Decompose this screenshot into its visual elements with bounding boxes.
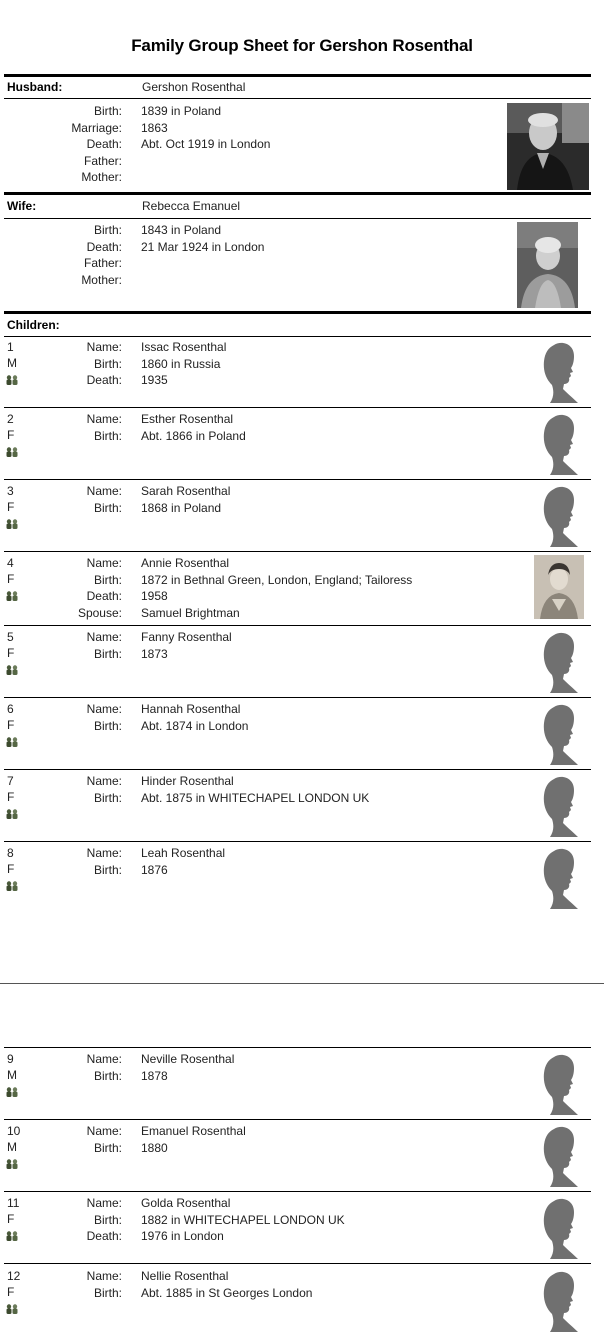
child-divider [4, 625, 591, 626]
child-field-value: Nellie Rosenthal [141, 1269, 229, 1283]
child-field-value: Leah Rosenthal [141, 846, 226, 860]
family-group-icon [5, 1086, 19, 1096]
child-divider [4, 479, 591, 480]
husband-photo [507, 103, 589, 190]
child-field-label: Name: [86, 556, 122, 570]
field-label: Father: [83, 153, 122, 168]
child-field-value: 1860 in Russia [141, 356, 221, 371]
family-group-icon [5, 808, 19, 818]
wife-top-rule [4, 192, 591, 195]
field-label: Death: [86, 239, 122, 254]
child-field-label: Name: [86, 702, 122, 716]
child-field-value: 1935 [141, 373, 168, 387]
child-divider [4, 551, 591, 552]
child-sex: F [7, 572, 15, 586]
child-field-value: 1976 in London [141, 1229, 224, 1243]
child-field-value: Abt. 1885 in St Georges London [141, 1285, 313, 1300]
child-field-value: 1882 in WHITECHAPEL LONDON UK [141, 1212, 345, 1227]
field-value: 1863 [141, 120, 168, 135]
child-field-value: Hinder Rosenthal [141, 774, 234, 788]
child-number: 10 [7, 1124, 21, 1138]
page-title: Family Group Sheet for Gershon Rosenthal [131, 36, 473, 55]
silhouette-icon [540, 413, 580, 475]
child-divider [4, 697, 591, 698]
child-field-label: Birth: [93, 646, 122, 661]
silhouette-icon [540, 485, 580, 547]
family-group-icon [5, 1158, 19, 1168]
child-field-label: Birth: [93, 500, 122, 515]
child-field-label: Birth: [93, 1212, 122, 1227]
child-field-label: Name: [86, 1124, 122, 1138]
field-label: Marriage: [71, 120, 122, 135]
child-number: 7 [7, 774, 14, 788]
child-number: 4 [7, 556, 14, 570]
field-label: Birth: [93, 104, 122, 118]
children-divider [4, 336, 591, 337]
child-sex: F [7, 428, 15, 442]
child-number: 5 [7, 630, 14, 644]
child-field-value: Esther Rosenthal [141, 412, 234, 426]
child-number: 12 [7, 1269, 21, 1283]
child-photo [534, 555, 584, 619]
child-number: 8 [7, 846, 14, 860]
child-field-label: Name: [86, 630, 122, 644]
child-field-label: Birth: [93, 1140, 122, 1155]
silhouette-icon [540, 847, 580, 909]
child-field-value: 1878 [141, 1068, 168, 1083]
husband-name: Gershon Rosenthal [142, 80, 246, 94]
child-sex: M [7, 1068, 17, 1082]
child-sex: F [7, 1285, 15, 1299]
child-field-value: Emanuel Rosenthal [141, 1124, 246, 1138]
silhouette-icon [540, 341, 580, 403]
child-field-label: Birth: [93, 572, 122, 587]
child-number: 9 [7, 1052, 14, 1066]
family-group-icon [5, 880, 19, 890]
child-field-label: Name: [86, 1196, 122, 1210]
child-divider [4, 769, 591, 770]
field-value: 21 Mar 1924 in London [141, 239, 265, 254]
child-field-label: Name: [86, 340, 122, 354]
child-field-label: Birth: [93, 1285, 122, 1300]
family-group-icon [5, 1303, 19, 1313]
child-field-value: 1868 in Poland [141, 500, 222, 515]
child-field-label: Birth: [93, 862, 122, 877]
child-divider [4, 1119, 591, 1120]
child-field-label: Name: [86, 484, 122, 498]
child-field-value: 1876 [141, 862, 168, 877]
silhouette-icon [540, 1197, 580, 1259]
child-number: 3 [7, 484, 14, 498]
family-group-icon [5, 1230, 19, 1240]
child-field-value: Golda Rosenthal [141, 1196, 231, 1210]
child-divider [4, 1191, 591, 1192]
child-field-value: 1873 [141, 646, 168, 661]
child-field-value: Annie Rosenthal [141, 556, 230, 570]
child-field-label: Death: [86, 1229, 122, 1243]
child-field-label: Name: [86, 846, 122, 860]
children-label: Children: [7, 318, 60, 332]
child-field-label: Birth: [93, 790, 122, 805]
child-field-value: 1872 in Bethnal Green, London, England; Tailoress [141, 572, 413, 587]
child-field-value: Samuel Brightman [141, 605, 240, 620]
child-field-value: Abt. 1874 in London [141, 718, 249, 733]
child-number: 11 [7, 1196, 20, 1210]
child-field-value: 1958 [141, 589, 168, 603]
child-field-label: Birth: [93, 718, 122, 733]
family-group-icon [5, 374, 19, 384]
field-label: Birth: [93, 223, 122, 237]
family-group-icon [5, 736, 19, 746]
child-field-value: Abt. 1866 in Poland [141, 428, 246, 443]
page-break [0, 983, 604, 984]
child-sex: F [7, 790, 15, 804]
field-label: Mother: [81, 170, 122, 184]
field-value: 1843 in Poland [141, 223, 222, 237]
child-field-value: Abt. 1875 in WHITECHAPEL LONDON UK [141, 790, 370, 805]
children-page2-top-rule [4, 1047, 591, 1048]
child-sex: M [7, 1140, 17, 1154]
child-sex: F [7, 1212, 15, 1226]
child-field-label: Spouse: [77, 605, 122, 620]
child-field-value: 1880 [141, 1140, 168, 1155]
child-sex: F [7, 500, 15, 514]
family-group-icon [5, 446, 19, 456]
child-sex: F [7, 862, 15, 876]
child-number: 6 [7, 702, 14, 716]
child-sex: F [7, 646, 15, 660]
child-number: 1 [7, 340, 14, 354]
child-field-label: Name: [86, 1269, 122, 1283]
husband-top-rule [4, 74, 591, 77]
child-field-label: Birth: [93, 428, 122, 443]
child-field-value: Hannah Rosenthal [141, 702, 241, 716]
child-field-value: Fanny Rosenthal [141, 630, 232, 644]
child-field-label: Birth: [93, 356, 122, 371]
husband-divider [4, 98, 591, 99]
child-field-label: Name: [86, 774, 122, 788]
child-divider [4, 1263, 591, 1264]
family-group-icon [5, 664, 19, 674]
child-divider [4, 841, 591, 842]
child-sex: M [7, 356, 17, 370]
wife-photo [517, 222, 578, 308]
child-field-label: Birth: [93, 1068, 122, 1083]
silhouette-icon [540, 703, 580, 765]
wife-divider [4, 218, 591, 219]
child-field-value: Issac Rosenthal [141, 340, 227, 354]
silhouette-icon [540, 1053, 580, 1115]
children-top-rule [4, 311, 591, 314]
field-label: Father: [83, 256, 122, 270]
wife-name: Rebecca Emanuel [142, 199, 241, 213]
child-field-label: Death: [86, 589, 122, 603]
family-group-icon [5, 590, 19, 600]
field-value: Abt. Oct 1919 in London [141, 137, 271, 151]
silhouette-icon [540, 1270, 580, 1332]
child-field-label: Name: [86, 412, 122, 426]
field-value: 1839 in Poland [141, 104, 222, 118]
silhouette-icon [540, 1125, 580, 1187]
child-divider [4, 407, 591, 408]
field-label: Death: [86, 137, 122, 151]
child-field-value: Neville Rosenthal [141, 1052, 235, 1066]
child-field-label: Name: [86, 1052, 122, 1066]
field-label: Mother: [81, 272, 122, 287]
silhouette-icon [540, 631, 580, 693]
family-group-icon [5, 518, 19, 528]
child-field-label: Death: [86, 373, 122, 387]
child-sex: F [7, 718, 15, 732]
silhouette-icon [540, 775, 580, 837]
child-field-value: Sarah Rosenthal [141, 484, 231, 498]
husband-label: Husband: [7, 80, 63, 94]
wife-label: Wife: [7, 199, 37, 213]
child-number: 2 [7, 412, 14, 426]
